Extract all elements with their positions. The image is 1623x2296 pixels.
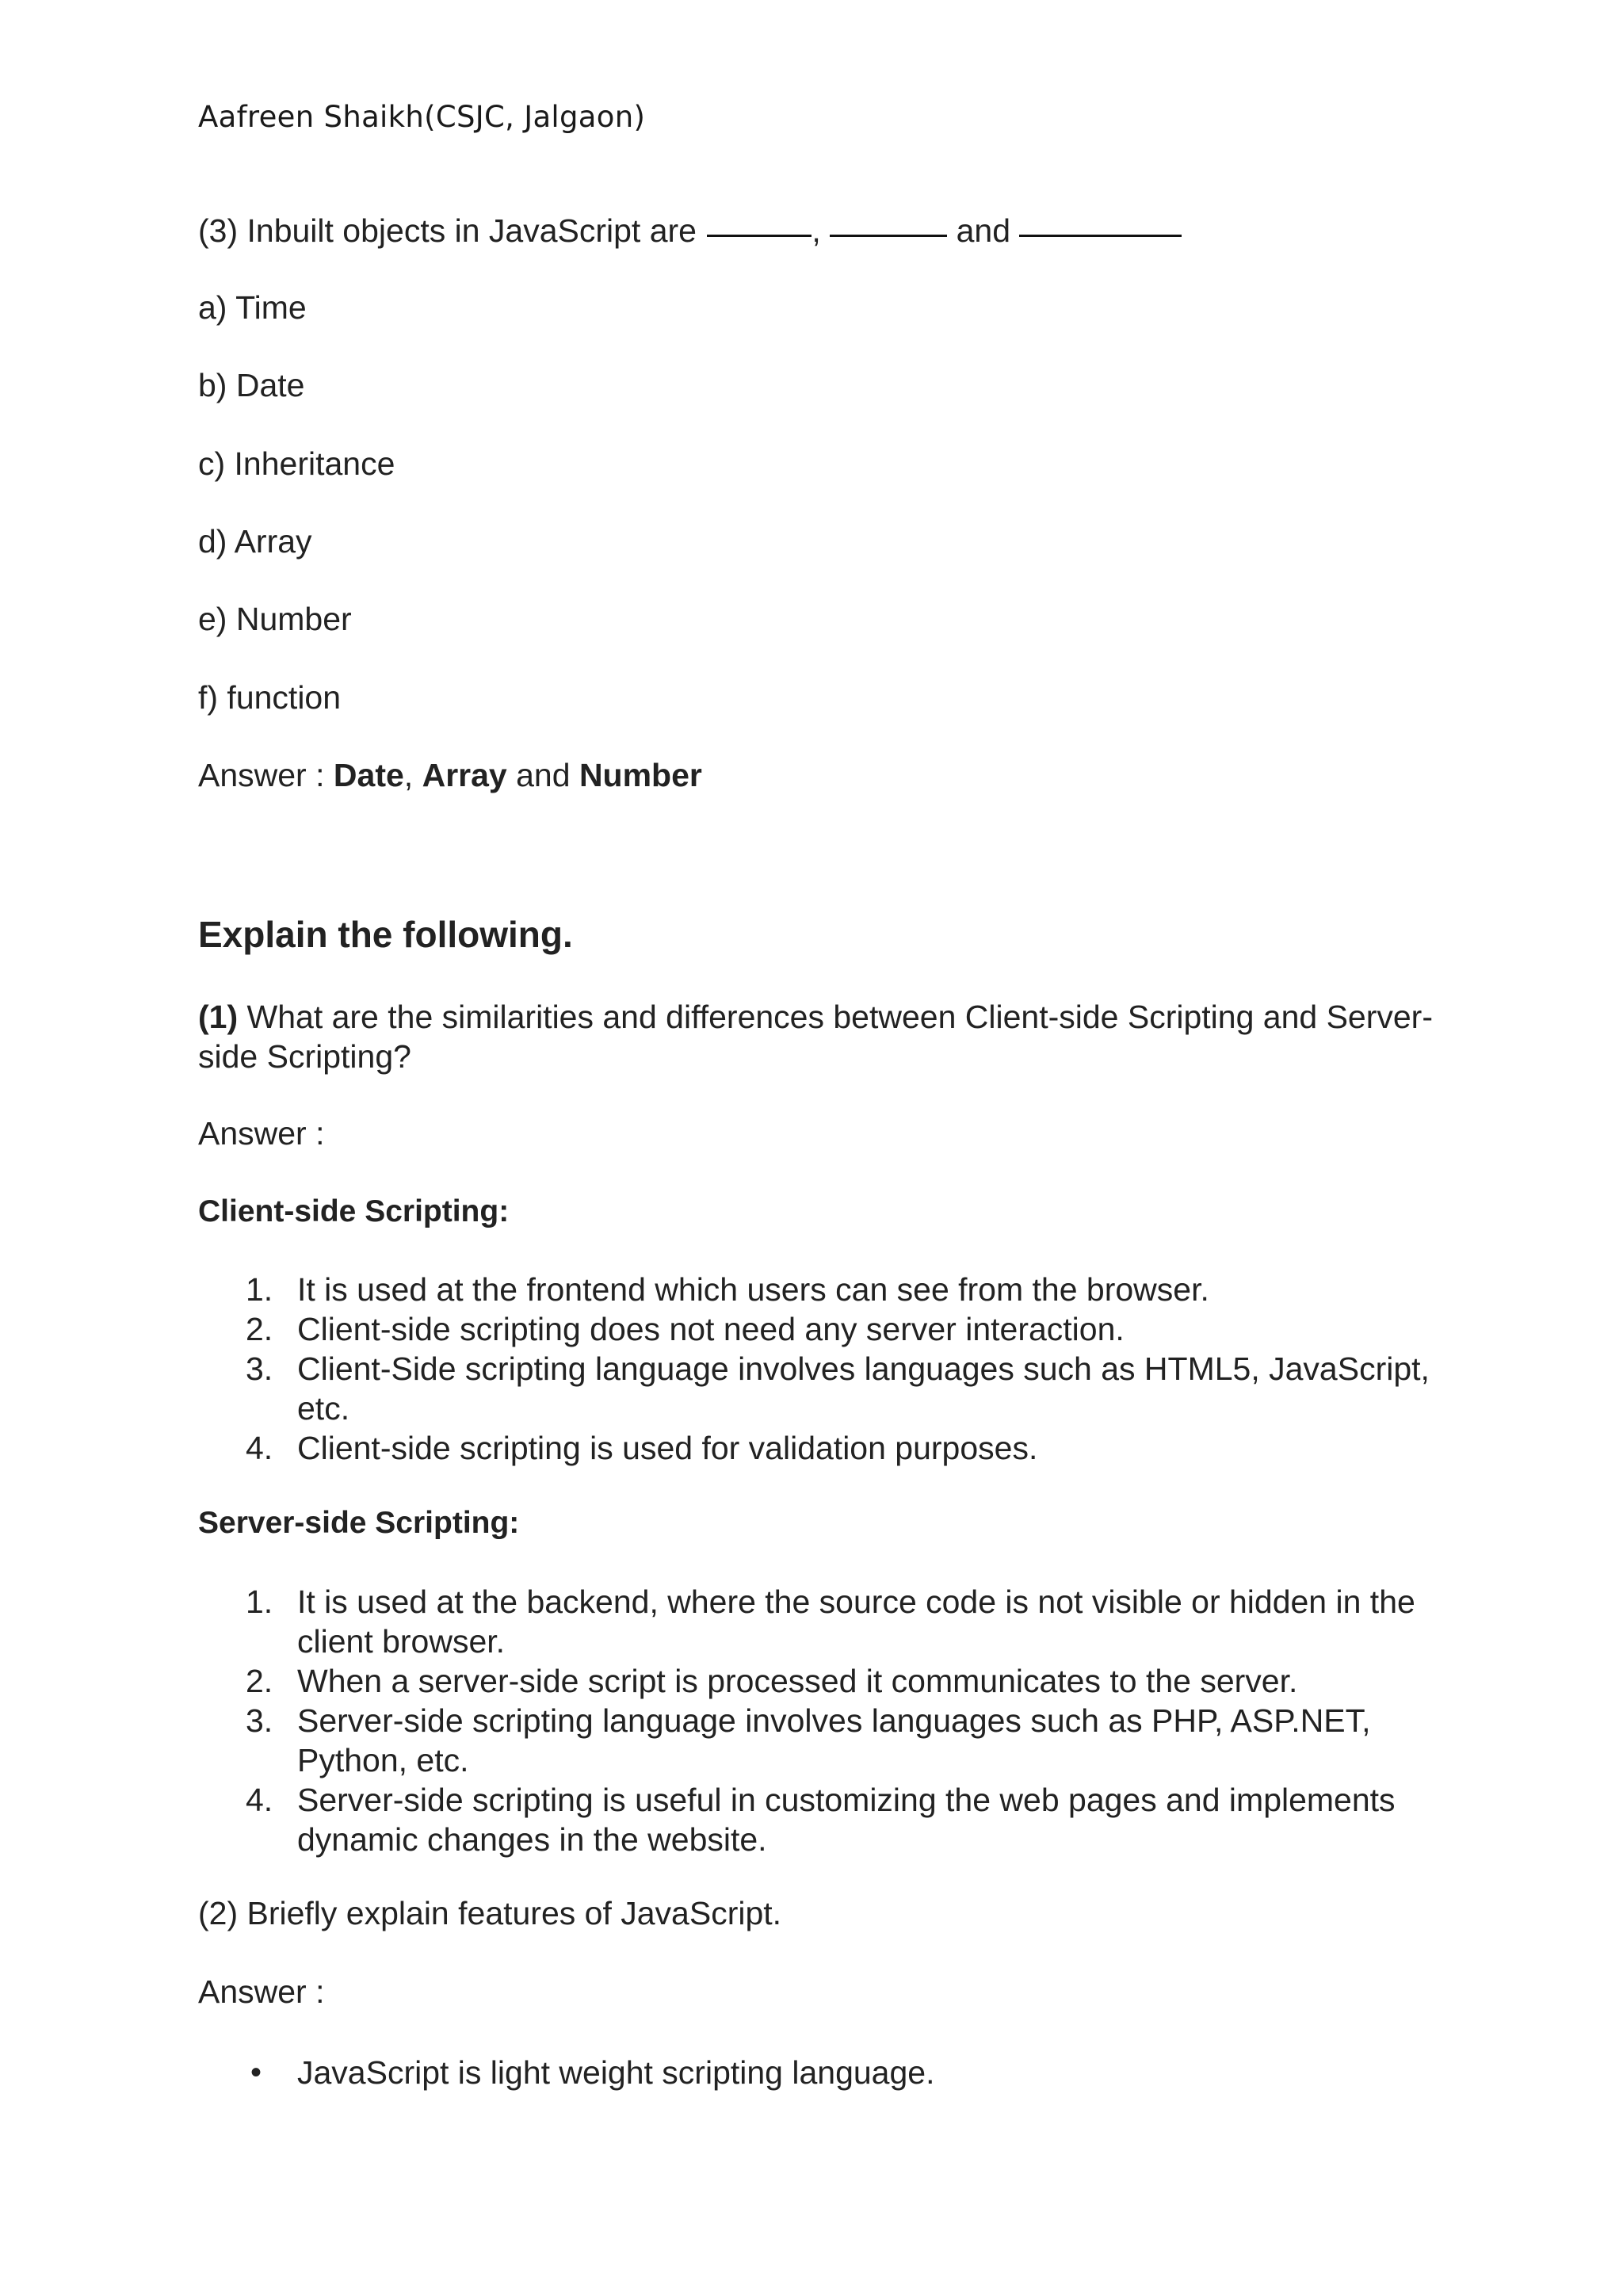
answer-label: Answer :: [198, 757, 325, 793]
blank-3: [1019, 235, 1182, 237]
list-text: It is used at the frontend which users can see from the browser.: [297, 1271, 1209, 1308]
option-f: f) function: [198, 679, 342, 716]
blank-2: [830, 235, 947, 237]
list-text: Client-Side scripting language involves languages such as HTML5, JavaScript, etc.: [297, 1350, 1430, 1427]
answer-comma: ,: [403, 757, 414, 793]
answer-number: Number: [579, 757, 702, 793]
list-number: 2.: [246, 1311, 273, 1347]
option-e: e) Number: [198, 601, 352, 637]
answer-and: and: [516, 757, 571, 793]
client-side-heading: Client-side Scripting:: [198, 1194, 510, 1228]
list-text: Server-side scripting language involves languages such as PHP, ASP.NET, Python, etc.: [297, 1702, 1371, 1778]
question-1-text: What are the similarities and differences between Client-side Scripting and Server-side Scripting?: [198, 999, 1433, 1075]
page-header-author: Aafreen Shaikh(CSJC, Jalgaon): [198, 100, 646, 134]
blank-1: [707, 235, 812, 237]
option-b: b) Date: [198, 367, 305, 403]
question-3-text: (3) Inbuilt objects in JavaScript are: [198, 212, 697, 249]
client-side-list: [198, 1270, 1450, 1468]
client-item-4: [198, 1428, 1450, 1468]
question-1: [198, 997, 1450, 1076]
blank-comma: ,: [812, 212, 821, 249]
features-list: [198, 2053, 1450, 2092]
list-number: 4.: [246, 1430, 273, 1466]
server-side-heading: Server-side Scripting:: [198, 1506, 520, 1540]
server-item-3: [198, 1701, 1450, 1780]
question-1-number: (1): [198, 999, 239, 1035]
bullet-icon: •: [250, 2055, 262, 2090]
server-item-1: [198, 1582, 1450, 1661]
feature-item-1: [198, 2053, 1450, 2092]
blank-and-word: and: [956, 212, 1011, 249]
question-3: [198, 212, 1182, 250]
list-number: 2.: [246, 1663, 273, 1699]
option-a: a) Time: [198, 289, 307, 326]
client-item-1: [198, 1270, 1450, 1309]
answer-array: Array: [422, 757, 507, 793]
section-title: Explain the following.: [198, 914, 573, 955]
list-number: 3.: [246, 1350, 273, 1387]
list-number: 1.: [246, 1584, 273, 1620]
list-number: 4.: [246, 1782, 273, 1818]
list-text: When a server-side script is processed it communicates to the server.: [297, 1663, 1298, 1699]
option-c: c) Inheritance: [198, 445, 395, 482]
question-1-answer-label: Answer :: [198, 1115, 325, 1152]
server-side-list: [198, 1582, 1450, 1859]
question-3-answer: [198, 757, 702, 794]
list-text: JavaScript is light weight scripting language.: [297, 2054, 935, 2091]
list-text: Client-side scripting is used for validation purposes.: [297, 1430, 1038, 1466]
list-number: 3.: [246, 1702, 273, 1739]
client-item-3: [198, 1349, 1450, 1428]
question-2-answer-label: Answer :: [198, 1973, 325, 2010]
list-text: Client-side scripting does not need any server interaction.: [297, 1311, 1125, 1347]
list-number: 1.: [246, 1271, 273, 1308]
server-item-2: [198, 1661, 1450, 1701]
list-text: Server-side scripting is useful in customizing the web pages and implements dynamic changes in the website.: [297, 1782, 1396, 1858]
server-item-4: [198, 1780, 1450, 1859]
client-item-2: [198, 1309, 1450, 1349]
question-2: (2) Briefly explain features of JavaScript.: [198, 1895, 782, 1931]
option-d: d) Array: [198, 523, 312, 560]
answer-date: Date: [333, 757, 404, 793]
list-text: It is used at the backend, where the source code is not visible or hidden in the client browser.: [297, 1584, 1415, 1660]
